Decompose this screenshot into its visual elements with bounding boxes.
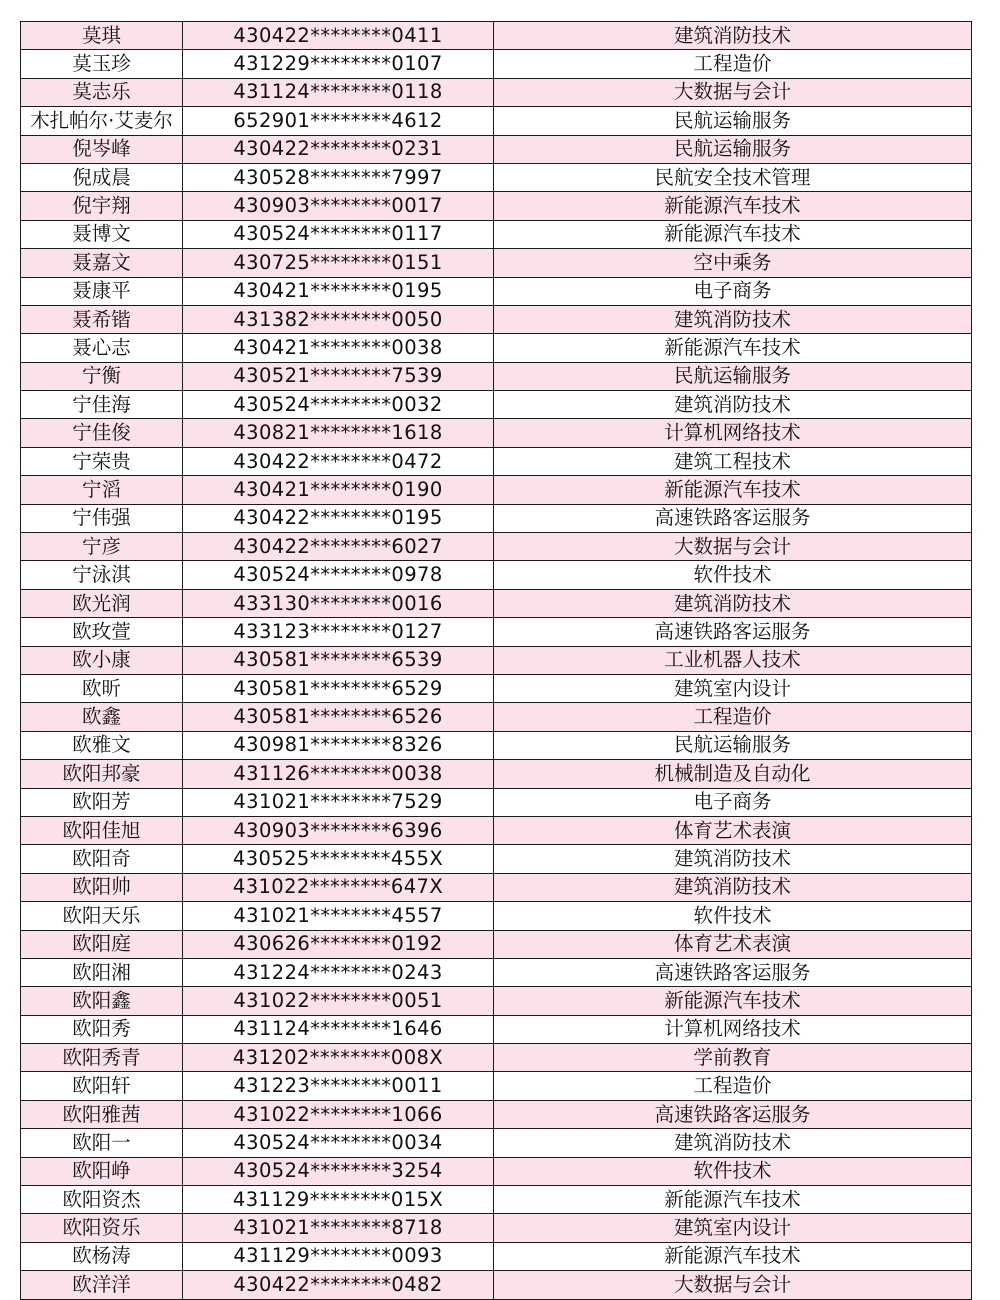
name-cell: 欧阳佳旭 xyxy=(21,816,183,844)
table-row xyxy=(21,305,972,333)
id-number-cell: 433130********0016 xyxy=(183,589,494,617)
name-cell: 欧阳资乐 xyxy=(21,1214,183,1242)
name-cell: 欧鑫 xyxy=(21,703,183,731)
major-cell: 高速铁路客运服务 xyxy=(494,1100,972,1128)
table-row xyxy=(21,192,972,220)
major-cell: 建筑消防技术 xyxy=(494,22,972,50)
id-number-cell: 430524********0117 xyxy=(183,220,494,248)
table-row xyxy=(21,958,972,986)
name-cell: 木扎帕尔·艾麦尔 xyxy=(21,107,183,135)
id-number-cell: 430581********6526 xyxy=(183,703,494,731)
name-cell: 欧阳邦豪 xyxy=(21,760,183,788)
id-number-cell: 430421********0195 xyxy=(183,277,494,305)
id-number-cell: 431129********0093 xyxy=(183,1242,494,1270)
table-row xyxy=(21,845,972,873)
id-number-cell: 431021********4557 xyxy=(183,902,494,930)
table-row xyxy=(21,703,972,731)
major-cell: 新能源汽车技术 xyxy=(494,334,972,362)
table-row xyxy=(21,561,972,589)
major-cell: 工程造价 xyxy=(494,1072,972,1100)
major-cell: 大数据与会计 xyxy=(494,1271,972,1299)
major-cell: 工业机器人技术 xyxy=(494,646,972,674)
table-row xyxy=(21,249,972,277)
major-cell: 民航运输服务 xyxy=(494,107,972,135)
table-row xyxy=(21,1044,972,1072)
table-row xyxy=(21,873,972,901)
id-number-cell: 430422********0411 xyxy=(183,22,494,50)
id-number-cell: 431129********015X xyxy=(183,1186,494,1214)
id-number-cell: 430581********6539 xyxy=(183,646,494,674)
name-cell: 欧光润 xyxy=(21,589,183,617)
name-cell: 莫琪 xyxy=(21,22,183,50)
id-number-cell: 430422********0231 xyxy=(183,135,494,163)
id-number-cell: 430422********0195 xyxy=(183,504,494,532)
name-cell: 欧杨涛 xyxy=(21,1242,183,1270)
name-cell: 欧阳湘 xyxy=(21,958,183,986)
table-row xyxy=(21,391,972,419)
name-cell: 欧阳峥 xyxy=(21,1157,183,1185)
name-cell: 宁荣贵 xyxy=(21,447,183,475)
id-number-cell: 430524********0978 xyxy=(183,561,494,589)
table-row xyxy=(21,334,972,362)
major-cell: 高速铁路客运服务 xyxy=(494,504,972,532)
name-cell: 欧阳秀 xyxy=(21,1015,183,1043)
id-number-cell: 430422********0472 xyxy=(183,447,494,475)
id-number-cell: 430524********0034 xyxy=(183,1129,494,1157)
name-cell: 欧阳庭 xyxy=(21,930,183,958)
major-cell: 工程造价 xyxy=(494,703,972,731)
id-number-cell: 430422********6027 xyxy=(183,533,494,561)
table-row xyxy=(21,1186,972,1214)
name-cell: 倪宇翔 xyxy=(21,192,183,220)
id-number-cell: 430528********7997 xyxy=(183,163,494,191)
name-cell: 宁衡 xyxy=(21,362,183,390)
major-cell: 新能源汽车技术 xyxy=(494,476,972,504)
table-row xyxy=(21,589,972,617)
major-cell: 软件技术 xyxy=(494,902,972,930)
id-number-cell: 431223********0011 xyxy=(183,1072,494,1100)
name-cell: 欧雅文 xyxy=(21,731,183,759)
table-row xyxy=(21,816,972,844)
major-cell: 建筑消防技术 xyxy=(494,845,972,873)
name-cell: 聂心志 xyxy=(21,334,183,362)
major-cell: 学前教育 xyxy=(494,1044,972,1072)
table-row xyxy=(21,1129,972,1157)
roster-body xyxy=(21,22,972,1300)
name-cell: 欧阳天乐 xyxy=(21,902,183,930)
name-cell: 聂康平 xyxy=(21,277,183,305)
major-cell: 体育艺术表演 xyxy=(494,816,972,844)
name-cell: 宁佳海 xyxy=(21,391,183,419)
table-row xyxy=(21,504,972,532)
name-cell: 欧阳资杰 xyxy=(21,1186,183,1214)
id-number-cell: 430581********6529 xyxy=(183,674,494,702)
name-cell: 倪成晨 xyxy=(21,163,183,191)
major-cell: 大数据与会计 xyxy=(494,78,972,106)
major-cell: 大数据与会计 xyxy=(494,533,972,561)
major-cell: 计算机网络技术 xyxy=(494,419,972,447)
major-cell: 民航运输服务 xyxy=(494,362,972,390)
id-number-cell: 431229********0107 xyxy=(183,50,494,78)
table-row xyxy=(21,760,972,788)
table-row xyxy=(21,220,972,248)
table-row xyxy=(21,731,972,759)
major-cell: 新能源汽车技术 xyxy=(494,220,972,248)
name-cell: 聂希锴 xyxy=(21,305,183,333)
major-cell: 新能源汽车技术 xyxy=(494,987,972,1015)
table-row xyxy=(21,163,972,191)
table-row xyxy=(21,107,972,135)
id-number-cell: 431022********647X xyxy=(183,873,494,901)
table-row xyxy=(21,987,972,1015)
major-cell: 工程造价 xyxy=(494,50,972,78)
id-number-cell: 430421********0190 xyxy=(183,476,494,504)
name-cell: 宁泳淇 xyxy=(21,561,183,589)
id-number-cell: 431126********0038 xyxy=(183,760,494,788)
major-cell: 建筑室内设计 xyxy=(494,674,972,702)
name-cell: 宁滔 xyxy=(21,476,183,504)
table-row xyxy=(21,1100,972,1128)
id-number-cell: 431021********8718 xyxy=(183,1214,494,1242)
table-row xyxy=(21,1271,972,1299)
name-cell: 欧阳秀青 xyxy=(21,1044,183,1072)
table-row xyxy=(21,1015,972,1043)
id-number-cell: 431202********008X xyxy=(183,1044,494,1072)
major-cell: 民航运输服务 xyxy=(494,135,972,163)
name-cell: 欧阳芳 xyxy=(21,788,183,816)
table-row xyxy=(21,618,972,646)
name-cell: 欧阳雅茜 xyxy=(21,1100,183,1128)
id-number-cell: 433123********0127 xyxy=(183,618,494,646)
name-cell: 欧玫萱 xyxy=(21,618,183,646)
major-cell: 高速铁路客运服务 xyxy=(494,618,972,646)
major-cell: 空中乘务 xyxy=(494,249,972,277)
table-row xyxy=(21,277,972,305)
major-cell: 高速铁路客运服务 xyxy=(494,958,972,986)
table-row xyxy=(21,78,972,106)
name-cell: 莫志乐 xyxy=(21,78,183,106)
table-row xyxy=(21,1242,972,1270)
name-cell: 倪岑峰 xyxy=(21,135,183,163)
table-row xyxy=(21,362,972,390)
name-cell: 欧洋洋 xyxy=(21,1271,183,1299)
id-number-cell: 431224********0243 xyxy=(183,958,494,986)
major-cell: 新能源汽车技术 xyxy=(494,192,972,220)
id-number-cell: 431382********0050 xyxy=(183,305,494,333)
name-cell: 宁佳俊 xyxy=(21,419,183,447)
name-cell: 莫玉珍 xyxy=(21,50,183,78)
major-cell: 电子商务 xyxy=(494,788,972,816)
major-cell: 新能源汽车技术 xyxy=(494,1242,972,1270)
name-cell: 欧阳鑫 xyxy=(21,987,183,1015)
name-cell: 欧昕 xyxy=(21,674,183,702)
major-cell: 计算机网络技术 xyxy=(494,1015,972,1043)
major-cell: 建筑工程技术 xyxy=(494,447,972,475)
id-number-cell: 430421********0038 xyxy=(183,334,494,362)
name-cell: 聂博文 xyxy=(21,220,183,248)
table-row xyxy=(21,902,972,930)
major-cell: 建筑消防技术 xyxy=(494,589,972,617)
major-cell: 软件技术 xyxy=(494,561,972,589)
name-cell: 宁彦 xyxy=(21,533,183,561)
id-number-cell: 431022********1066 xyxy=(183,1100,494,1128)
major-cell: 建筑室内设计 xyxy=(494,1214,972,1242)
major-cell: 电子商务 xyxy=(494,277,972,305)
id-number-cell: 431022********0051 xyxy=(183,987,494,1015)
major-cell: 建筑消防技术 xyxy=(494,305,972,333)
table-row xyxy=(21,419,972,447)
id-number-cell: 430725********0151 xyxy=(183,249,494,277)
id-number-cell: 431124********1646 xyxy=(183,1015,494,1043)
name-cell: 欧阳轩 xyxy=(21,1072,183,1100)
name-cell: 欧阳奇 xyxy=(21,845,183,873)
major-cell: 建筑消防技术 xyxy=(494,391,972,419)
name-cell: 聂嘉文 xyxy=(21,249,183,277)
id-number-cell: 430525********455X xyxy=(183,845,494,873)
major-cell: 软件技术 xyxy=(494,1157,972,1185)
table-row xyxy=(21,930,972,958)
major-cell: 民航安全技术管理 xyxy=(494,163,972,191)
student-roster-table xyxy=(20,21,972,1300)
table-row xyxy=(21,1157,972,1185)
id-number-cell: 431021********7529 xyxy=(183,788,494,816)
name-cell: 宁伟强 xyxy=(21,504,183,532)
id-number-cell: 652901********4612 xyxy=(183,107,494,135)
table-row xyxy=(21,22,972,50)
id-number-cell: 430626********0192 xyxy=(183,930,494,958)
major-cell: 建筑消防技术 xyxy=(494,873,972,901)
name-cell: 欧阳一 xyxy=(21,1129,183,1157)
table-row xyxy=(21,476,972,504)
id-number-cell: 430903********0017 xyxy=(183,192,494,220)
id-number-cell: 430422********0482 xyxy=(183,1271,494,1299)
id-number-cell: 430521********7539 xyxy=(183,362,494,390)
id-number-cell: 430981********8326 xyxy=(183,731,494,759)
table-row xyxy=(21,533,972,561)
major-cell: 机械制造及自动化 xyxy=(494,760,972,788)
table-row xyxy=(21,1072,972,1100)
id-number-cell: 430903********6396 xyxy=(183,816,494,844)
major-cell: 民航运输服务 xyxy=(494,731,972,759)
major-cell: 新能源汽车技术 xyxy=(494,1186,972,1214)
table-row xyxy=(21,135,972,163)
table-row xyxy=(21,674,972,702)
table-row xyxy=(21,50,972,78)
major-cell: 体育艺术表演 xyxy=(494,930,972,958)
name-cell: 欧阳帅 xyxy=(21,873,183,901)
id-number-cell: 431124********0118 xyxy=(183,78,494,106)
major-cell: 建筑消防技术 xyxy=(494,1129,972,1157)
id-number-cell: 430821********1618 xyxy=(183,419,494,447)
table-row xyxy=(21,447,972,475)
name-cell: 欧小康 xyxy=(21,646,183,674)
table-row xyxy=(21,788,972,816)
table-row xyxy=(21,1214,972,1242)
table-row xyxy=(21,646,972,674)
id-number-cell: 430524********3254 xyxy=(183,1157,494,1185)
id-number-cell: 430524********0032 xyxy=(183,391,494,419)
